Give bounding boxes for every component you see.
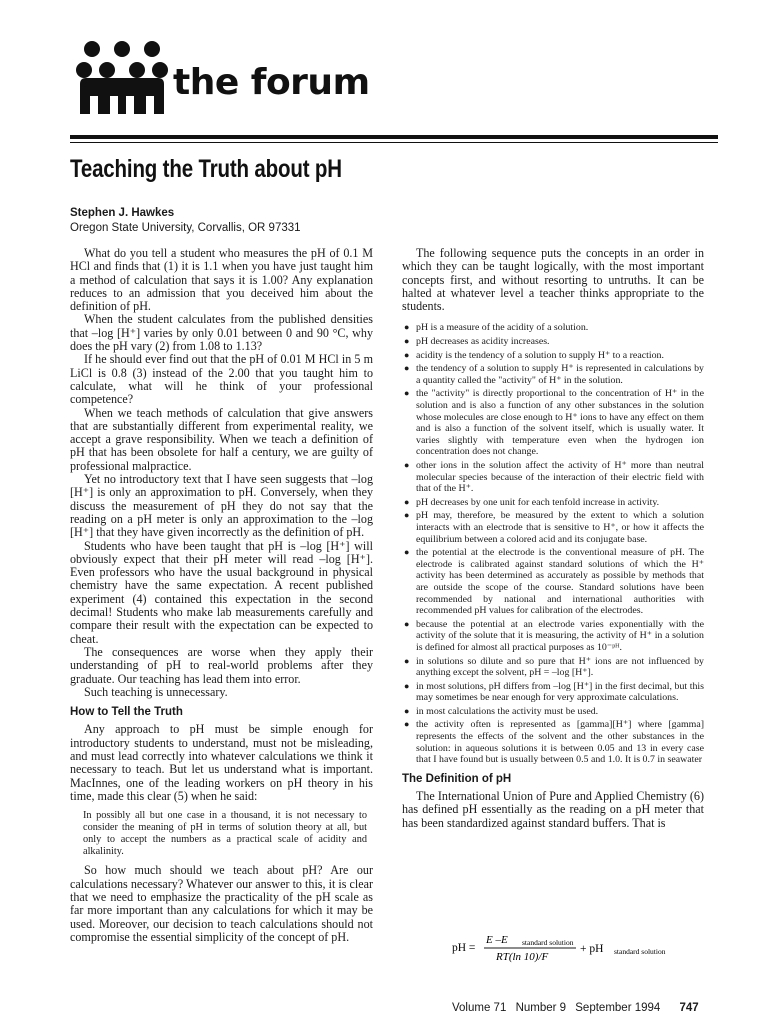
list-item-text: pH may, therefore, be measured by the extent to which a solution interacts with an electrode that is sensitive to H⁺, or how it affects the equilibrium between a colored acid and its conjugate base. [416, 510, 704, 545]
formula-plus-ph: + pH [580, 943, 604, 955]
bullet-icon: ● [404, 388, 410, 399]
bullet-icon: ● [404, 322, 410, 333]
bullet-icon: ● [404, 680, 410, 691]
masthead-rule [70, 135, 718, 139]
formula-lhs: pH = [452, 942, 476, 954]
list-item [402, 719, 704, 765]
paragraph: If he should ever find out that the pH of 0.01 M HCl in 5 m LiCl is 0.8 (3) instead of the 2.00 that you taught him to calculate, what will he think of your professional competence? [70, 352, 373, 407]
list-item-text: in most solutions, pH differs from –log [H⁺] in the first decimal, but this may sometimes be near enough for very approximate calculations. [416, 680, 704, 704]
bullet-icon: ● [404, 655, 410, 666]
bullet-icon: ● [404, 336, 410, 347]
list-item [402, 681, 704, 704]
bullet-icon: ● [404, 547, 410, 558]
issue-date: September 1994 [575, 1002, 661, 1014]
list-item [402, 547, 704, 617]
paragraph: The International Union of Pure and Applied Chemistry (6) has defined pH essentially as the reading on a pH meter that has been standardized against standard buffers. That is [402, 789, 704, 830]
affiliation: Oregon State University, Corvallis, OR 97331 [70, 222, 301, 234]
list-item [402, 497, 704, 509]
list-item [402, 510, 704, 545]
section-title: the forum [173, 62, 370, 103]
section-heading: How to Tell the Truth [70, 706, 183, 719]
list-item-text: pH decreases by one unit for each tenfold increase in activity. [416, 496, 660, 508]
paragraph: When the student calculates from the published densities that –log [H⁺] varies by only 0.01 between 0 and 90 °C, why does the pH vary (2) from 1.08 to 1.13? [70, 312, 373, 354]
list-item [402, 619, 704, 654]
volume: Volume 71 [452, 1002, 507, 1014]
paragraph: Students who have been taught that pH is –log [H⁺] will obviously expect that their pH meter will read –log [H⁺]. Even professors who have the usual background in physical chemistry have the same expectation. A recent published experiment (4) contained this expectation in the second decimal! Students who make lab measurements carefully and compare their result with the expectation can be expected to cheat. [70, 538, 373, 646]
bullet-icon: ● [404, 719, 410, 730]
section-heading: The Definition of pH [402, 772, 512, 785]
bullet-icon: ● [404, 496, 410, 507]
list-item [402, 350, 704, 362]
list-item [402, 322, 704, 334]
page-number: 747 [679, 1002, 699, 1014]
list-item-text: pH decreases as acidity increases. [416, 336, 550, 348]
formula-denominator: RT(ln 10)/F [496, 951, 549, 963]
paragraph: The following sequence puts the concepts in an order in which they can be taught logically, with the most important concepts first, and without resorting to untruths. It can be halted at whatever level a teacher thinks appropriate to the students. [402, 246, 704, 314]
article-title: Teaching the Truth about pH [70, 155, 342, 183]
left-column [70, 247, 373, 944]
bullet-icon: ● [404, 618, 410, 629]
bullet-icon: ● [404, 460, 410, 471]
list-item [402, 388, 704, 458]
list-item-text: acidity is the tendency of a solution to supply H⁺ to a reaction. [416, 349, 664, 361]
three-people-logo-icon [76, 40, 168, 116]
paragraph: So how much should we teach about pH? Are our calculations necessary? Whatever our answer to this, it is clear that we need to emphasize the practicality of the pH scale as far more important than any calculations for which it may be used. Moreover, our decision to teach calculations should not compromise the essential simplicity of the concept of pH. [70, 863, 373, 944]
list-item [402, 336, 704, 348]
ph-definition-formula [452, 930, 712, 964]
list-item-text: pH is a measure of the acidity of a solution. [416, 322, 589, 334]
formula-rhs-subscript: standard solution [614, 947, 666, 956]
masthead-rule-thin [70, 142, 718, 143]
formula-numerator: E –E [486, 934, 508, 946]
paragraph: Such teaching is unnecessary. [84, 684, 228, 699]
bullet-icon: ● [404, 705, 410, 716]
list-item [402, 706, 704, 718]
list-item [402, 363, 704, 386]
list-item-text: the potential at the electrode is the conventional measure of pH. The electrode is calibrated against standard solutions of which the H⁺ activity has been determined as accurately as possible by methods that are outside the scope of the course. Standard solutions have been recommended by national and international authorities with recommended pH values for calibration of the electrodes. [416, 547, 704, 617]
list-item-text: the tendency of a solution to supply H⁺ is represented in calculations by a quantity called the "activity" of H⁺ in the solution. [416, 363, 704, 386]
paragraph: Any approach to pH must be simple enough for introductory students to understand, must not be misleading, and must lead correctly into whatever calculations we think it necessary to teach. But let us understand what is important. MacInnes, one of the leading workers on pH theory in his time, made this clear (5) when he said: [70, 722, 373, 803]
concept-list [402, 322, 704, 765]
list-item-text: the activity often is represented as [gamma][H⁺] where [gamma] represents the effects of the solvent and the other substances in the solution: in aqueous solutions it is between 0.05 and 13 in every case that I have found but is usually between 0.5 and 1.0. It is 0.7 in seawater [416, 719, 704, 766]
page-footer [452, 1002, 699, 1014]
bullet-icon: ● [404, 363, 410, 374]
list-item-text: other ions in the solution affect the activity of H⁺ more than neutral molecular species because of the interaction of their electric field with that of the H⁺. [416, 460, 704, 495]
list-item-text: the "activity" is directly proportional to the concentration of H⁺ in the solution and is also a function of any other substances in the solution whose molecules are close enough to H⁺ ions to have any effect on them and is also a function of the solvent itself, which is usually water. It varies slightly with temperature even when the hydrogen ion concentration does not change. [416, 388, 704, 458]
list-item [402, 460, 704, 495]
paragraph: What do you tell a student who measures the pH of 0.1 M HCl and finds that (1) it is 1.1 when you have just taught him a method of calculation that says it is 1.00? Any explanation reduces to an admission that you deceived him about the definition of pH. [70, 246, 373, 314]
bullet-icon: ● [404, 510, 410, 521]
right-column [402, 247, 704, 830]
issue-number: Number 9 [515, 1002, 567, 1014]
list-item-text: in solutions so dilute and so pure that H⁺ ions are not influenced by anything except the solvent, pH = –log [H⁺]. [416, 655, 704, 679]
paragraph: The consequences are worse when they apply their understanding of pH to real-world problems after they graduate. Our teaching has lead them into error. [70, 644, 373, 686]
list-item-text: in most calculations the activity must be used. [416, 705, 599, 717]
bullet-icon: ● [404, 349, 410, 360]
author: Stephen J. Hawkes [70, 207, 175, 219]
list-item [402, 656, 704, 679]
masthead [76, 40, 716, 120]
block-quote: In possibly all but one case in a thousand, it is not necessary to consider the meaning of pH in terms of solution theory at all, but only to accept the numbers as a practical scale of acidity and alkalinity. [83, 810, 367, 857]
list-item-text: because the potential at an electrode varies exponentially with the activity of the solute that it is measuring, the activity of H⁺ in a solution is defined for almost all practical purposes as 10⁻ᵖᴴ. [416, 618, 704, 653]
formula-numerator-subscript: standard solution [522, 938, 574, 947]
paragraph: When we teach methods of calculation that give answers that are substantially different from experimental reality, we accept a grave responsibility. When we teach a definition of pH that has been obsolete for half a century, we are guilty of professional malpractice. [70, 405, 373, 473]
paragraph: Yet no introductory text that I have seen suggests that –log [H⁺] is only an approximation to pH. Conversely, when they discuss the measurement of pH they do not say that the reading on a pH meter is only an approximation to the –log [H⁺] that they have given incorrectly as the definition of pH. [70, 472, 373, 540]
